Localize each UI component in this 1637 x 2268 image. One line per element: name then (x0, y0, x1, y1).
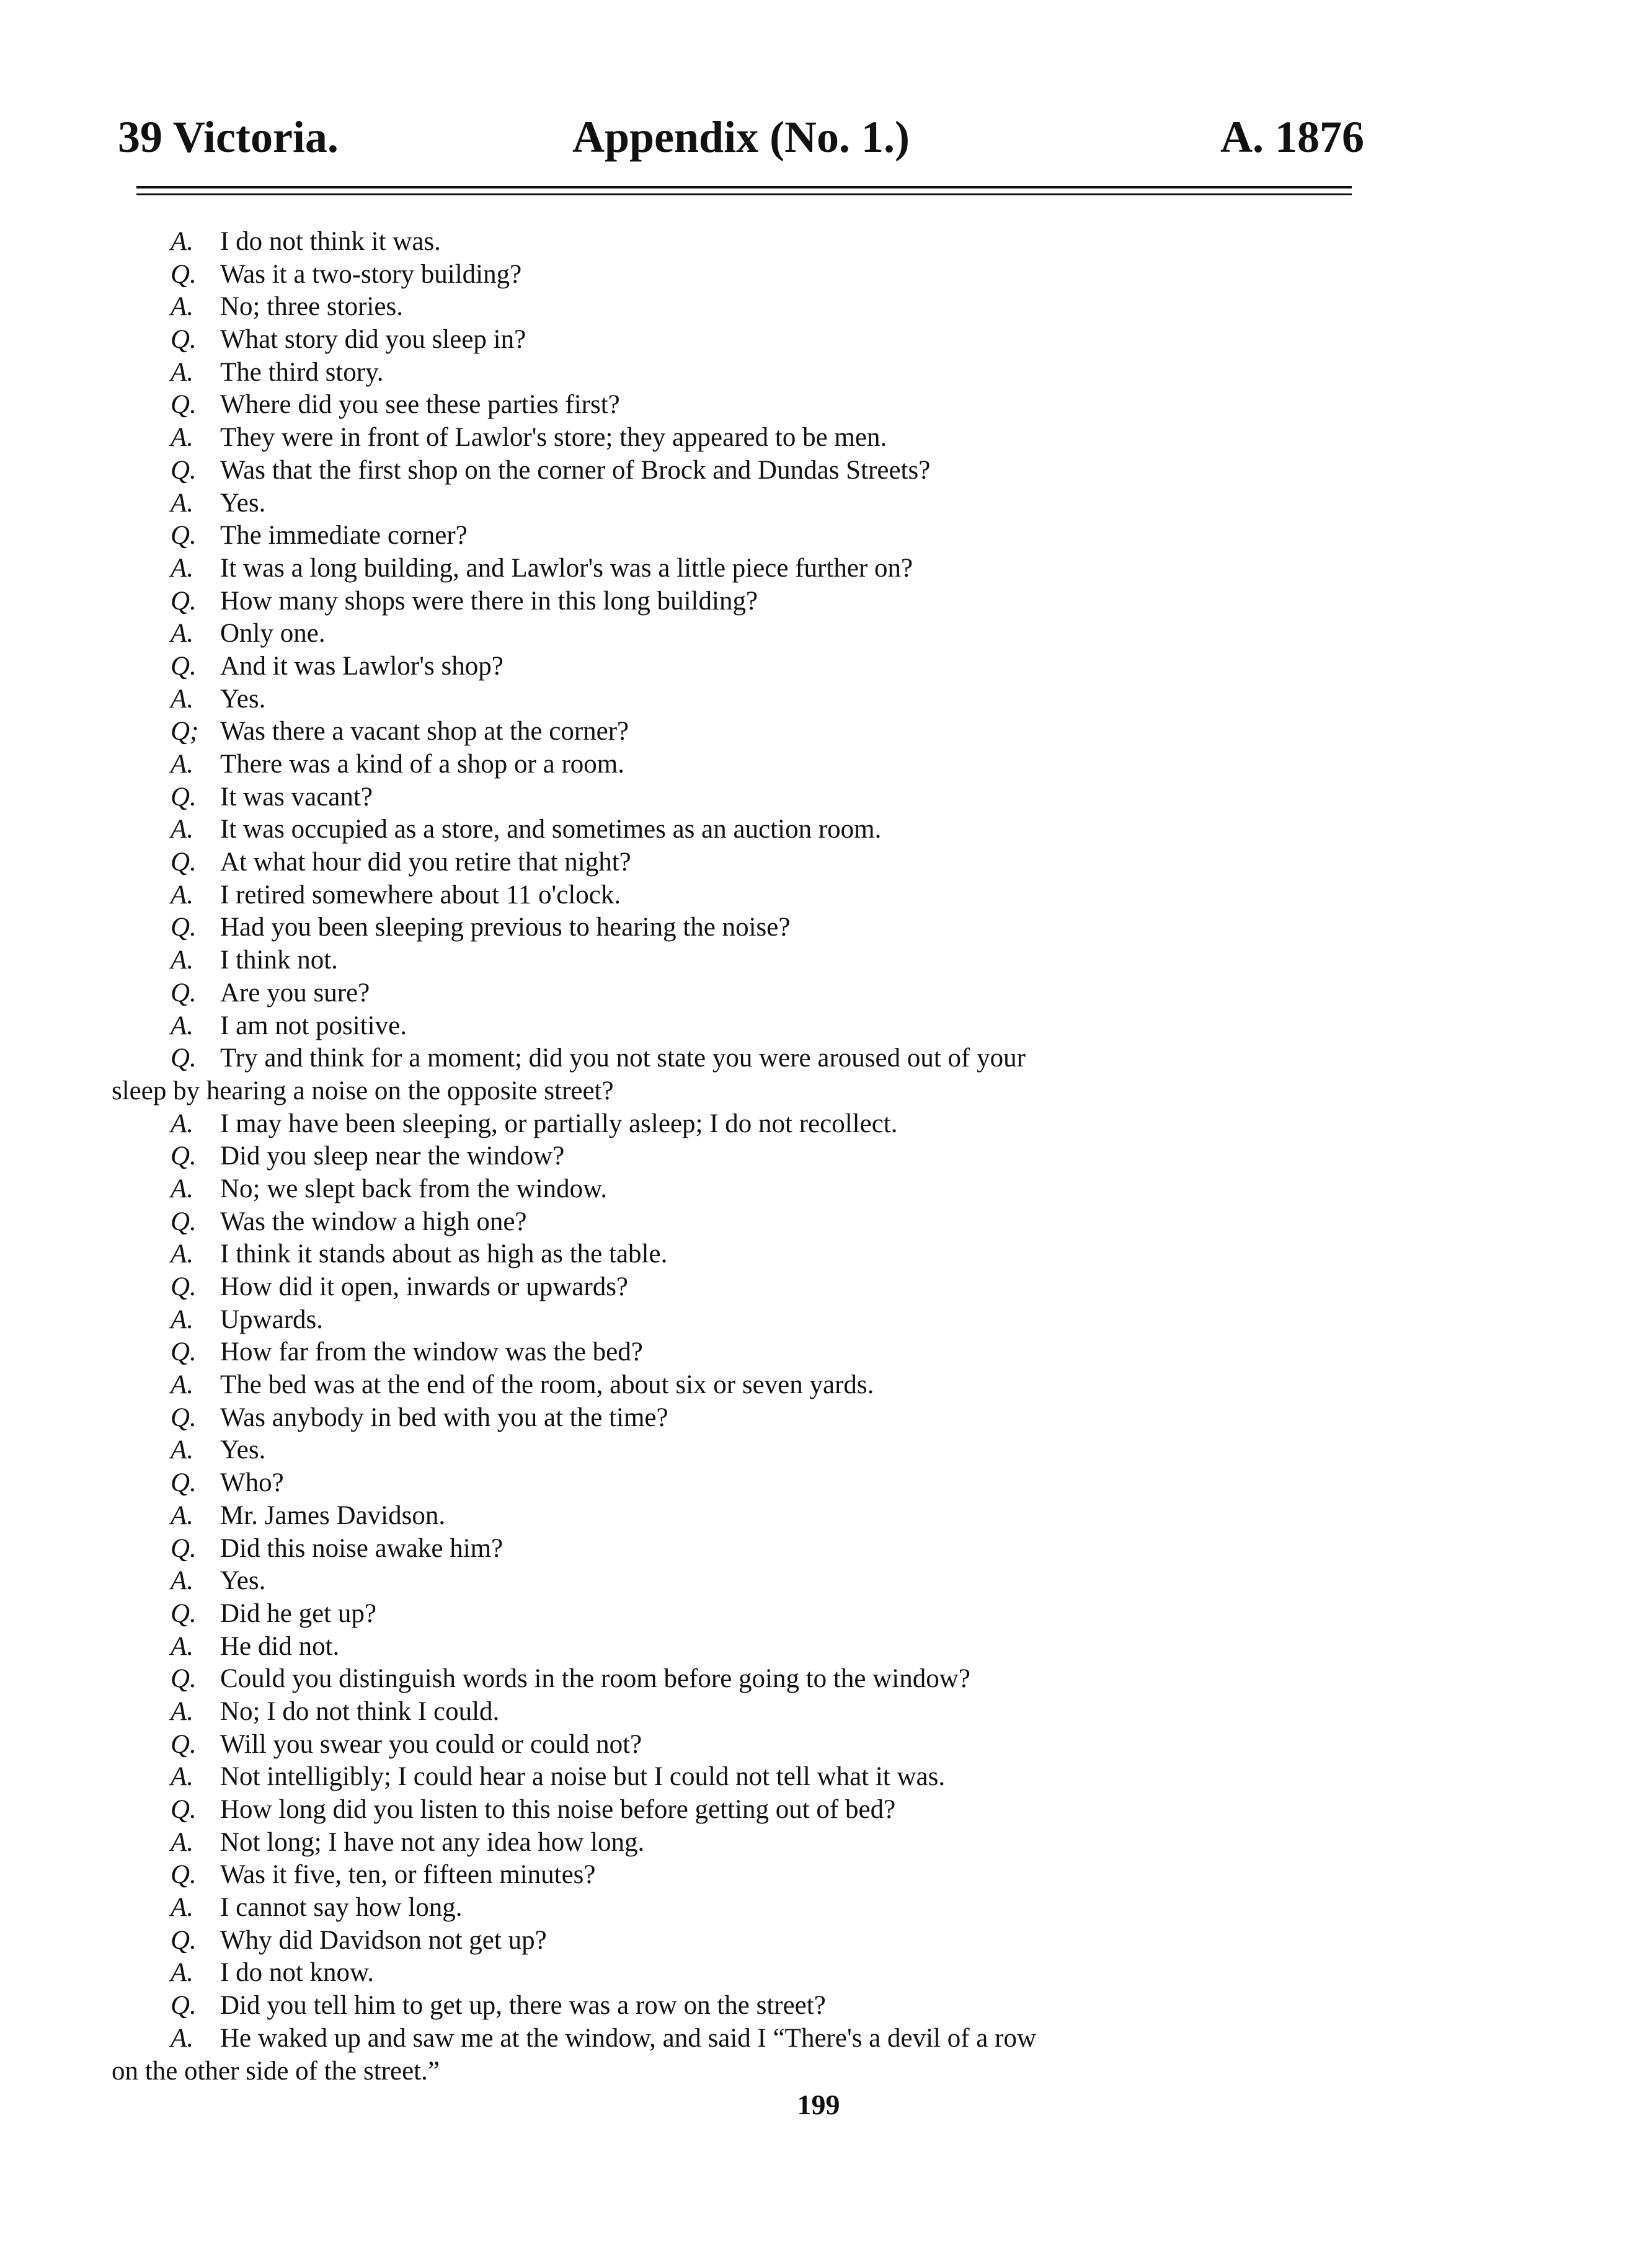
speaker-label: Q. (171, 1991, 197, 2021)
transcript-line (112, 1336, 1364, 1369)
line-text: How far from the window was the bed? (220, 1337, 643, 1367)
speaker-label: Q. (171, 1207, 197, 1236)
line-text: At what hour did you retire that night? (220, 848, 631, 877)
transcript-line (112, 683, 1364, 716)
line-text: The bed was at the end of the room, about six or seven yards. (220, 1370, 874, 1400)
line-text: Where did you see these parties first? (220, 390, 620, 420)
transcript-line (112, 1794, 1364, 1827)
transcript-line (112, 1434, 1364, 1467)
line-text: sleep by hearing a noise on the opposite street? (112, 1076, 614, 1105)
speaker-label: Q. (171, 1729, 197, 1759)
transcript-line (112, 1925, 1364, 1957)
transcript-line (112, 1990, 1364, 2022)
transcript-line (112, 1696, 1364, 1729)
transcript-line (112, 1761, 1364, 1794)
transcript-line (112, 422, 1364, 454)
transcript-line (112, 259, 1364, 291)
speaker-label: A. (171, 1011, 194, 1040)
line-text: Was it five, ten, or fifteen minutes? (220, 1860, 596, 1890)
transcript-line (112, 1042, 1364, 1075)
line-text: I cannot say how long. (220, 1893, 463, 1923)
transcript-body (112, 226, 1364, 2088)
line-text: Was there a vacant shop at the corner? (220, 717, 629, 746)
line-text: Upwards. (220, 1305, 323, 1334)
transcript-line (112, 1957, 1364, 1990)
transcript-line (112, 1369, 1364, 1402)
speaker-label: Q. (171, 325, 197, 355)
transcript-line (112, 1238, 1364, 1271)
transcript-line (112, 650, 1364, 683)
speaker-label: A. (171, 946, 194, 975)
transcript-line (112, 1075, 1364, 1108)
line-text: No; I do not think I could. (220, 1696, 500, 1726)
transcript-line (112, 1140, 1364, 1173)
line-text: Did he get up? (220, 1598, 376, 1628)
speaker-label: Q. (171, 913, 197, 942)
speaker-label: Q. (171, 1043, 197, 1073)
line-text: What story did you sleep in? (220, 325, 526, 355)
line-text: I may have been sleeping, or partially asleep; I do not recollect. (220, 1109, 898, 1138)
speaker-label: A. (171, 553, 194, 583)
line-text: It was a long building, and Lawlor's was a little piece further on? (220, 553, 913, 583)
speaker-label: A. (171, 1958, 194, 1988)
transcript-line (112, 226, 1364, 259)
speaker-label: Q. (171, 1795, 197, 1824)
speaker-label: Q. (171, 586, 197, 616)
line-text: Did this noise awake him? (220, 1533, 504, 1563)
header-session: 39 Victoria. (118, 112, 339, 162)
line-text: Was the window a high one? (220, 1207, 527, 1236)
line-text: The third story. (220, 357, 384, 387)
transcript-line (112, 813, 1364, 846)
speaker-label: Q. (171, 782, 197, 812)
speaker-label: Q. (171, 1468, 197, 1498)
transcript-line (112, 1892, 1364, 1925)
line-text: Are you sure? (220, 978, 370, 1008)
speaker-label: A. (171, 1500, 194, 1530)
transcript-line (112, 1467, 1364, 1500)
speaker-label: Q. (171, 1664, 197, 1694)
speaker-label: Q. (171, 978, 197, 1008)
speaker-label: A. (171, 357, 194, 387)
speaker-label: A. (171, 1696, 194, 1726)
transcript-line (112, 1402, 1364, 1435)
speaker-label: A. (171, 1827, 194, 1857)
transcript-line (112, 520, 1364, 552)
speaker-label: A. (171, 227, 194, 256)
transcript-line (112, 1206, 1364, 1239)
line-text: I retired somewhere about 11 o'clock. (220, 880, 621, 910)
line-text: I do not know. (220, 1958, 375, 1988)
transcript-line (112, 977, 1364, 1010)
transcript-line (112, 2055, 1364, 2088)
line-text: Mr. James Davidson. (220, 1500, 446, 1530)
line-text: They were in front of Lawlor's store; they appeared to be men. (220, 423, 887, 453)
speaker-label: Q. (171, 1533, 197, 1563)
transcript-line (112, 1663, 1364, 1696)
transcript-line (112, 781, 1364, 814)
transcript-line (112, 1827, 1364, 1859)
speaker-label: Q. (171, 1141, 197, 1171)
page-header (118, 112, 1364, 161)
line-text: Was that the first shop on the corner of Brock and Dundas Streets? (220, 455, 931, 485)
transcript-line (112, 1859, 1364, 1892)
transcript-line (112, 1565, 1364, 1598)
transcript-line (112, 487, 1364, 520)
line-text: Not intelligibly; I could hear a noise but I could not tell what it was. (220, 1762, 946, 1792)
speaker-label: A. (171, 815, 194, 844)
line-text: Was it a two-story building? (220, 259, 522, 289)
transcript-line (112, 1010, 1364, 1043)
transcript-line (112, 879, 1364, 912)
speaker-label: A. (171, 684, 194, 714)
speaker-label: Q. (171, 1860, 197, 1890)
speaker-label: Q. (171, 259, 197, 289)
speaker-label: A. (171, 1762, 194, 1792)
speaker-label: A. (171, 619, 194, 649)
transcript-line (112, 1108, 1364, 1141)
transcript-line (112, 1500, 1364, 1533)
header-rule (136, 186, 1352, 188)
speaker-label: A. (171, 1631, 194, 1661)
transcript-line (112, 357, 1364, 389)
line-text: Who? (220, 1468, 284, 1498)
header-rule (136, 193, 1352, 195)
transcript-line (112, 1533, 1364, 1566)
line-text: Was anybody in bed with you at the time? (220, 1402, 668, 1432)
speaker-label: Q; (171, 717, 199, 746)
transcript-line (112, 324, 1364, 357)
line-text: Did you tell him to get up, there was a row on the street? (220, 1991, 826, 2021)
line-text: I do not think it was. (220, 227, 441, 256)
transcript-line (112, 944, 1364, 977)
line-text: I think not. (220, 946, 338, 975)
speaker-label: Q. (171, 390, 197, 420)
transcript-line (112, 618, 1364, 650)
line-text: Try and think for a moment; did you not state you were aroused out of your (220, 1043, 1026, 1073)
line-text: I am not positive. (220, 1011, 407, 1040)
line-text: It was vacant? (220, 782, 373, 812)
line-text: He did not. (220, 1631, 340, 1661)
transcript-line (112, 1729, 1364, 1761)
header-year: A. 1876 (1220, 112, 1364, 162)
transcript-line (112, 585, 1364, 618)
line-text: No; three stories. (220, 292, 403, 322)
speaker-label: Q. (171, 848, 197, 877)
transcript-line (112, 2022, 1364, 2055)
line-text: How did it open, inwards or upwards? (220, 1272, 629, 1301)
line-text: Yes. (220, 1566, 266, 1596)
transcript-line (112, 1304, 1364, 1337)
line-text: Did you sleep near the window? (220, 1141, 565, 1171)
line-text: I think it stands about as high as the table. (220, 1239, 668, 1269)
line-text: No; we slept back from the window. (220, 1174, 608, 1203)
speaker-label: Q. (171, 1402, 197, 1432)
line-text: Only one. (220, 619, 326, 649)
speaker-label: A. (171, 1566, 194, 1596)
transcript-line (112, 1598, 1364, 1631)
line-text: How many shops were there in this long building? (220, 586, 758, 616)
speaker-label: Q. (171, 455, 197, 485)
line-text: Could you distinguish words in the room before going to the window? (220, 1664, 970, 1694)
transcript-line (112, 846, 1364, 879)
line-text: How long did you listen to this noise before getting out of bed? (220, 1795, 896, 1824)
line-text: Why did Davidson not get up? (220, 1925, 547, 1955)
line-text: It was occupied as a store, and sometimes as an auction room. (220, 815, 882, 844)
line-text: He waked up and saw me at the window, and said I “There's a devil of a row (220, 2023, 1037, 2053)
speaker-label: A. (171, 1893, 194, 1923)
line-text: Yes. (220, 684, 266, 714)
speaker-label: A. (171, 1239, 194, 1269)
line-text: Not long; I have not any idea how long. (220, 1827, 645, 1857)
speaker-label: A. (171, 1109, 194, 1138)
speaker-label: A. (171, 880, 194, 910)
transcript-line (112, 552, 1364, 585)
speaker-label: A. (171, 1435, 194, 1465)
speaker-label: Q. (171, 651, 197, 681)
speaker-label: Q. (171, 1925, 197, 1955)
line-text: Will you swear you could or could not? (220, 1729, 642, 1759)
transcript-line (112, 748, 1364, 781)
line-text: Yes. (220, 1435, 266, 1465)
speaker-label: A. (171, 1174, 194, 1203)
page-number: 199 (797, 2089, 840, 2120)
speaker-label: A. (171, 292, 194, 322)
transcript-line (112, 715, 1364, 748)
transcript-line (112, 1271, 1364, 1304)
speaker-label: A. (171, 1370, 194, 1400)
speaker-label: A. (171, 750, 194, 779)
transcript-line (112, 389, 1364, 422)
speaker-label: Q. (171, 521, 197, 551)
line-text: The immediate corner? (220, 521, 468, 551)
line-text: Had you been sleeping previous to hearing the noise? (220, 913, 791, 942)
speaker-label: A. (171, 2023, 194, 2053)
speaker-label: A. (171, 1305, 194, 1334)
speaker-label: A. (171, 488, 194, 518)
line-text: on the other side of the street.” (112, 2056, 440, 2086)
transcript-line (112, 1173, 1364, 1206)
speaker-label: Q. (171, 1337, 197, 1367)
transcript-line (112, 454, 1364, 487)
transcript-line (112, 291, 1364, 324)
speaker-label: A. (171, 423, 194, 453)
transcript-line (112, 911, 1364, 944)
header-appendix: Appendix (No. 1.) (572, 112, 910, 162)
line-text: And it was Lawlor's shop? (220, 651, 504, 681)
transcript-line (112, 1631, 1364, 1663)
line-text: Yes. (220, 488, 266, 518)
speaker-label: Q. (171, 1272, 197, 1301)
speaker-label: Q. (171, 1598, 197, 1628)
line-text: There was a kind of a shop or a room. (220, 750, 624, 779)
